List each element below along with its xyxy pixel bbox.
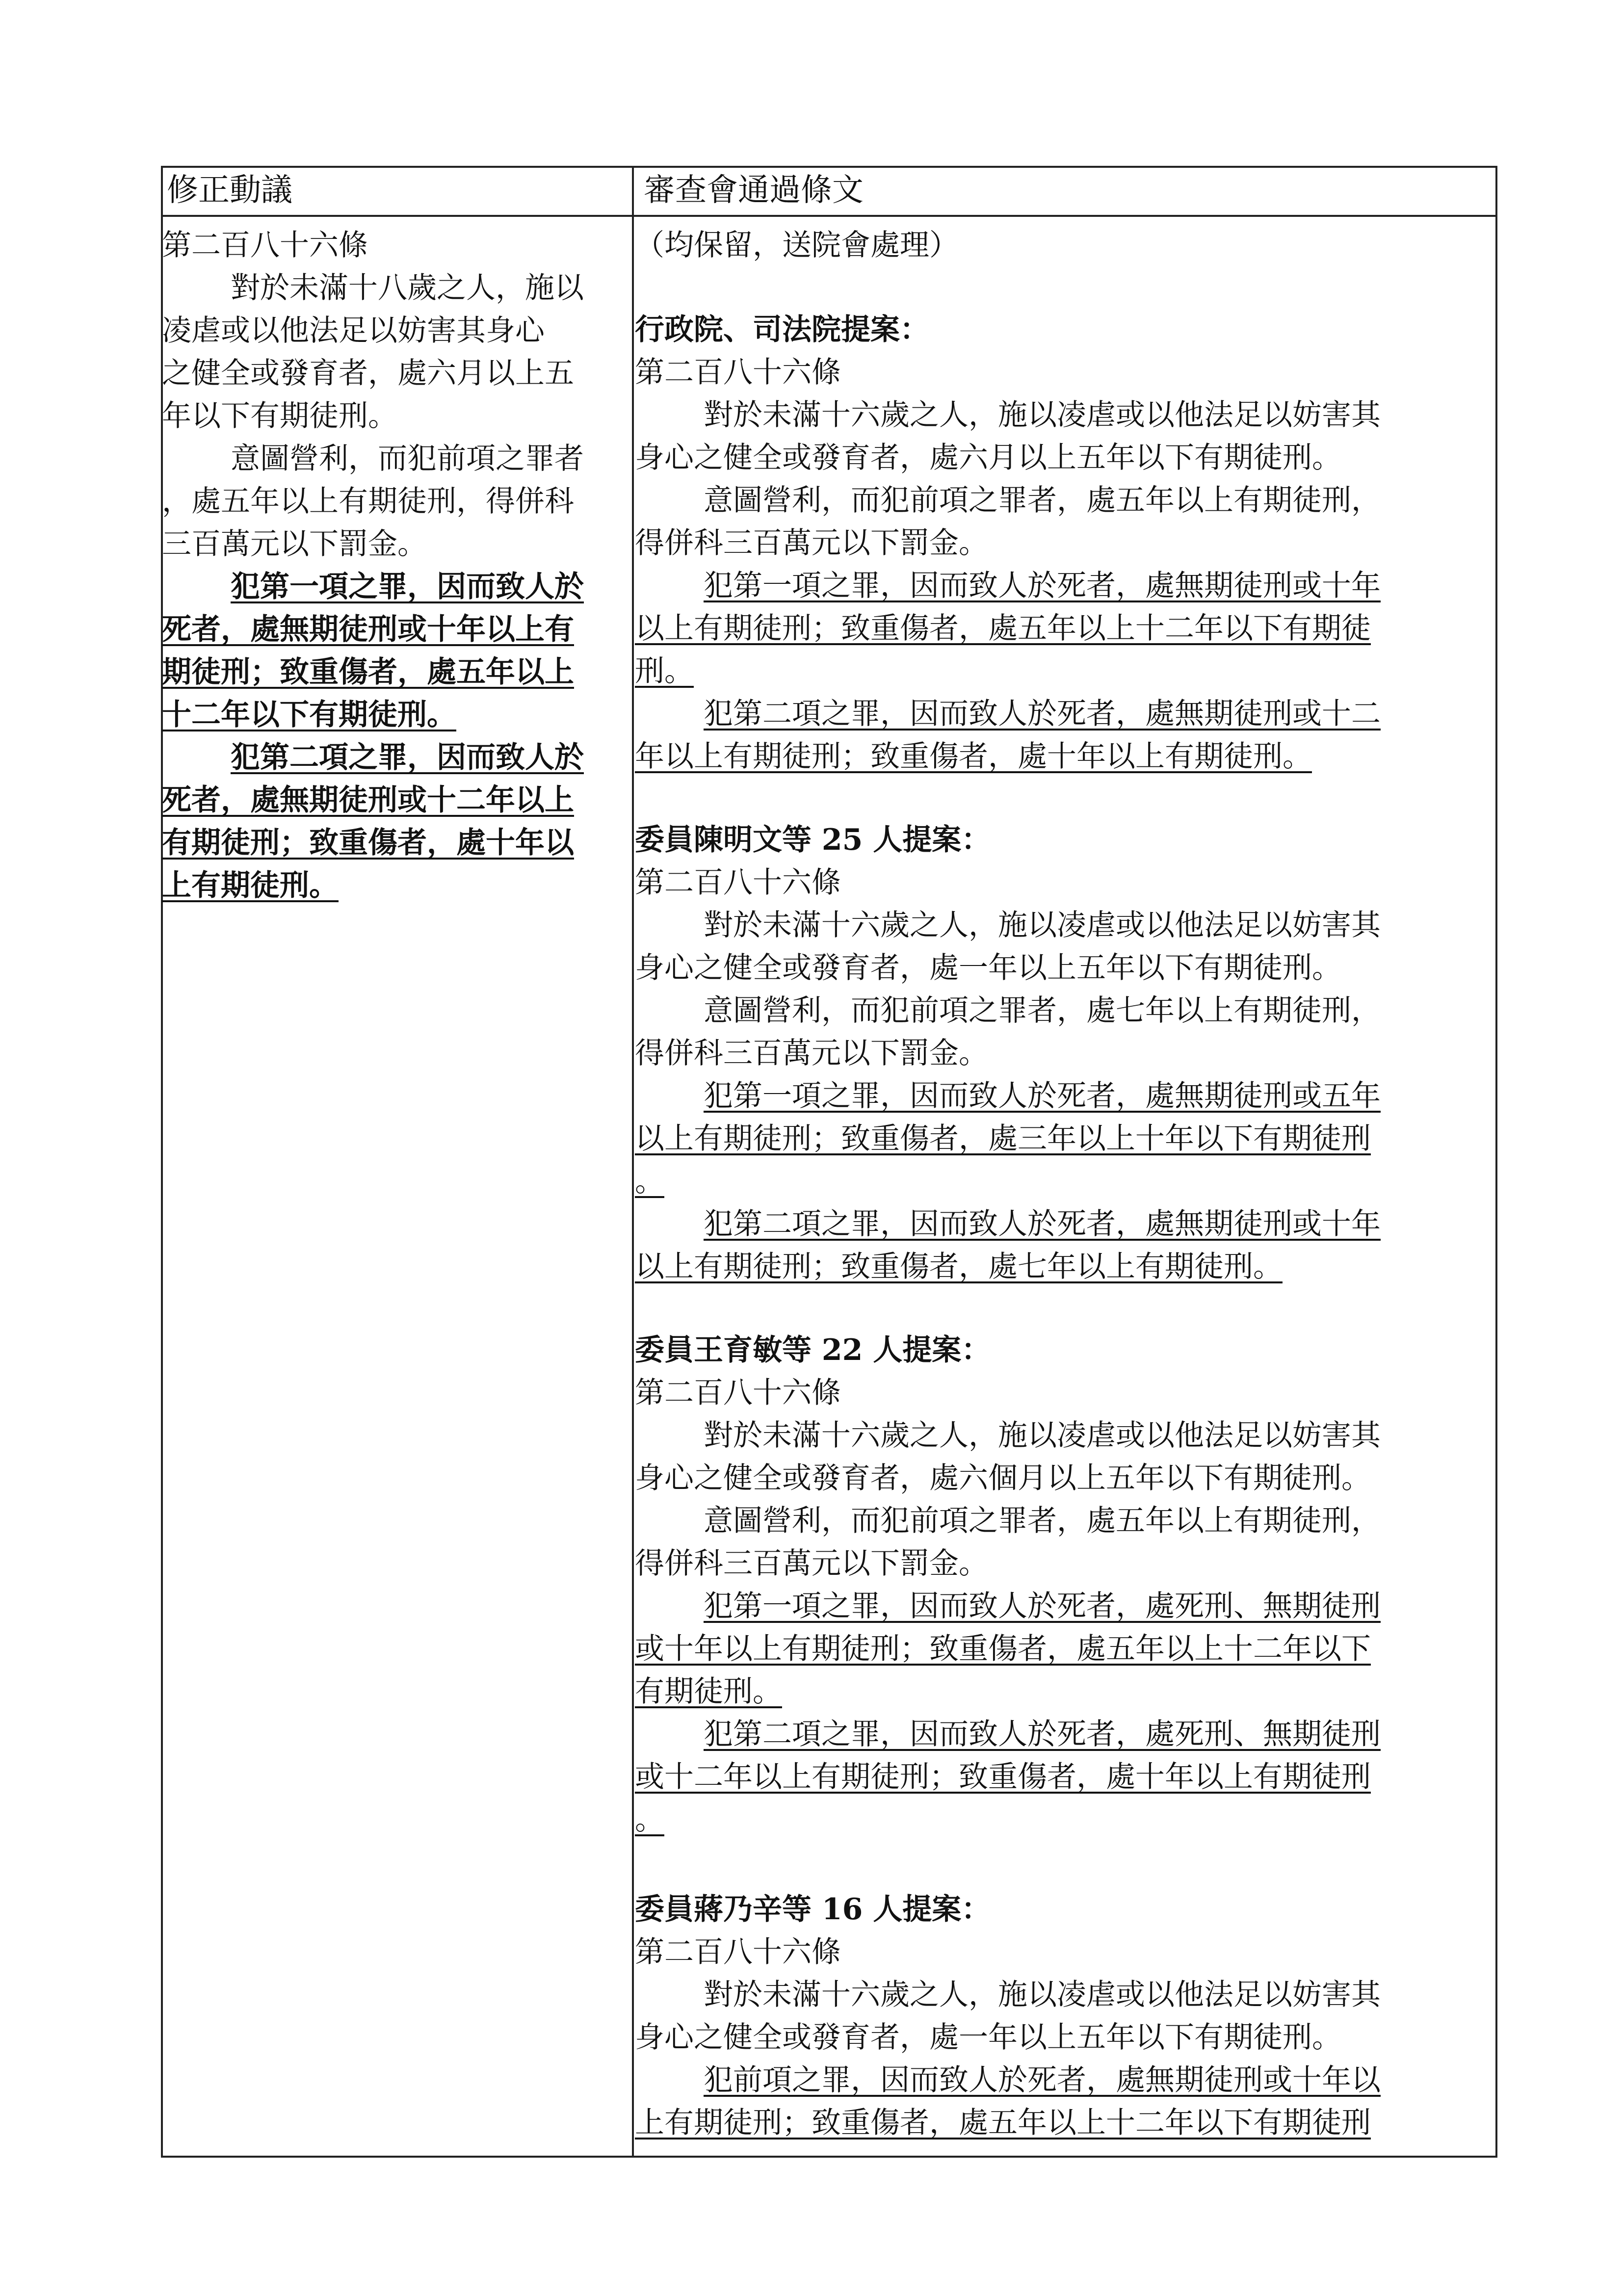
left-p1-line2: 凌虐或以他法足以妨害其身心 (162, 313, 545, 348)
left-p1-line3: 之健全或發育者，處六月以上五 (162, 356, 574, 391)
proposal-2-p2-line2: 得併科三百萬元以下罰金。 (635, 1036, 988, 1070)
proposal-3-p4-line3: 。 (635, 1802, 664, 1837)
column-divider (632, 166, 634, 2158)
left-p3-line1: 犯第一項之罪，因而致人於 (231, 570, 584, 604)
header-divider (161, 215, 1495, 217)
proposal-3-p3-line2: 或十年以上有期徒刑；致重傷者，處五年以上十二年以下 (635, 1632, 1371, 1666)
proposal-1-p3-line1: 犯第一項之罪，因而致人於死者，處無期徒刑或十年 (704, 569, 1381, 603)
proposal-3-p2-line2: 得併科三百萬元以下罰金。 (635, 1546, 988, 1581)
proposal-4-p2-line1: 犯前項之罪，因而致人於死者，處無期徒刑或十年以 (704, 2063, 1381, 2097)
left-p2-line3: 三百萬元以下罰金。 (162, 527, 427, 561)
proposal-2-p1-line1: 對於未滿十六歲之人，施以凌虐或以他法足以妨害其 (704, 908, 1381, 942)
left-p3-line3: 期徒刑；致重傷者，處五年以上 (162, 655, 574, 689)
left-article-title: 第二百八十六條 (162, 228, 368, 262)
proposal-3-title: 委員王育敏等 22 人提案： (635, 1333, 991, 1367)
proposal-2-p1-line2: 身心之健全或發育者，處一年以上五年以下有期徒刑。 (635, 951, 1341, 985)
proposal-3-p1-line1: 對於未滿十六歲之人，施以凌虐或以他法足以妨害其 (704, 1418, 1381, 1453)
proposal-1-title: 行政院、司法院提案： (635, 313, 929, 347)
proposal-1-p2-line1: 意圖營利，而犯前項之罪者，處五年以上有期徒刑， (704, 483, 1381, 518)
proposal-3-p4-line1: 犯第二項之罪，因而致人於死者，處死刑、無期徒刑 (704, 1717, 1381, 1751)
proposal-3-p2-line1: 意圖營利，而犯前項之罪者，處五年以上有期徒刑， (704, 1504, 1381, 1538)
proposal-1-article: 第二百八十六條 (635, 355, 841, 390)
proposal-2-p3-line1: 犯第一項之罪，因而致人於死者，處無期徒刑或五年 (704, 1079, 1381, 1113)
proposal-2-article: 第二百八十六條 (635, 865, 841, 900)
proposal-1-p4-line2: 年以上有期徒刑；致重傷者，處十年以上有期徒刑。 (635, 739, 1312, 774)
proposal-4-p1-line2: 身心之健全或發育者，處一年以上五年以下有期徒刑。 (635, 2020, 1341, 2055)
proposal-4-p1-line1: 對於未滿十六歲之人，施以凌虐或以他法足以妨害其 (704, 1978, 1381, 2012)
proposal-1-p1-line1: 對於未滿十六歲之人，施以凌虐或以他法足以妨害其 (704, 398, 1381, 432)
header-right: 審查會通過條文 (644, 172, 864, 209)
proposal-2-p3-line3: 。 (635, 1164, 664, 1199)
proposal-4-article: 第二百八十六條 (635, 1935, 841, 1969)
proposal-2-p4-line2: 以上有期徒刑；致重傷者，處七年以上有期徒刑。 (635, 1250, 1283, 1284)
proposal-3-p1-line2: 身心之健全或發育者，處六個月以上五年以下有期徒刑。 (635, 1461, 1371, 1495)
proposal-1-p2-line2: 得併科三百萬元以下罰金。 (635, 526, 988, 560)
left-p2-line2: ，處五年以上有期徒刑，得併科 (162, 484, 574, 519)
proposal-3-article: 第二百八十六條 (635, 1376, 841, 1410)
proposal-1-p1-line2: 身心之健全或發育者，處六月以上五年以下有期徒刑。 (635, 441, 1341, 475)
left-p4-line2: 死者，處無期徒刑或十二年以上 (162, 783, 574, 817)
header-left: 修正動議 (167, 172, 292, 209)
left-p4-line3: 有期徒刑；致重傷者，處十年以 (162, 826, 574, 860)
proposal-3-p3-line3: 有期徒刑。 (635, 1674, 782, 1709)
left-p2-line1: 意圖營利，而犯前項之罪者 (231, 442, 584, 476)
proposal-1-p3-line3: 刑。 (635, 654, 694, 688)
left-p4-line4: 上有期徒刑。 (162, 868, 339, 903)
proposal-1-p4-line1: 犯第二項之罪，因而致人於死者，處無期徒刑或十二 (704, 697, 1381, 731)
right-note: （均保留，送院會處理） (635, 228, 959, 262)
proposal-2-p3-line2: 以上有期徒刑；致重傷者，處三年以上十年以下有期徒刑 (635, 1122, 1371, 1156)
left-p1-line1: 對於未滿十八歲之人，施以 (231, 271, 584, 305)
left-p4-line1: 犯第二項之罪，因而致人於 (231, 740, 584, 775)
left-p1-line4: 年以下有期徒刑。 (162, 399, 397, 433)
proposal-1-p3-line2: 以上有期徒刑；致重傷者，處五年以上十二年以下有期徒 (635, 611, 1371, 646)
proposal-2-p4-line1: 犯第二項之罪，因而致人於死者，處無期徒刑或十年 (704, 1207, 1381, 1241)
proposal-3-p4-line2: 或十二年以上有期徒刑；致重傷者，處十年以上有期徒刑 (635, 1760, 1371, 1794)
left-p3-line2: 死者，處無期徒刑或十年以上有 (162, 612, 574, 647)
proposal-2-title: 委員陳明文等 25 人提案： (635, 823, 991, 857)
proposal-4-title: 委員蔣乃辛等 16 人提案： (635, 1892, 991, 1927)
proposal-2-p2-line1: 意圖營利，而犯前項之罪者，處七年以上有期徒刑， (704, 993, 1381, 1028)
proposal-3-p3-line1: 犯第一項之罪，因而致人於死者，處死刑、無期徒刑 (704, 1589, 1381, 1623)
left-p3-line4: 十二年以下有期徒刑。 (162, 698, 456, 732)
proposal-4-p2-line2: 上有期徒刑；致重傷者，處五年以上十二年以下有期徒刑 (635, 2106, 1371, 2140)
